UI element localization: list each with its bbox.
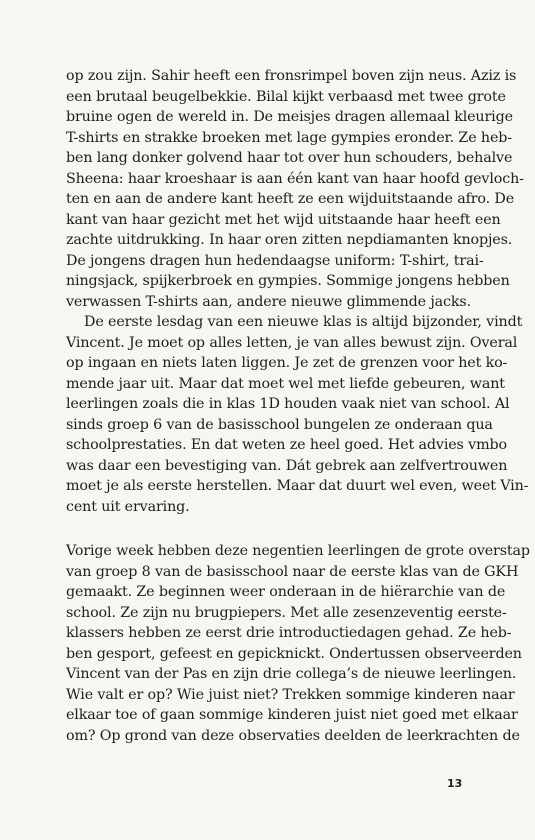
text-line: op zou zijn. Sahir heeft een fronsrimpel boven zijn neus. Aziz is [66,68,517,84]
text-line: ben gesport, gefeest en gepicknickt. Ondertussen observeerden [66,645,522,662]
text-line: sinds groep 6 van de basisschool bungelen ze onderaan qua [66,416,493,433]
text-line: Vincent van der Pas en zijn drie collega’s de nieuwe leerlingen. [66,666,517,682]
text-line: cent uit ervaring. [66,498,190,515]
text-line: school. Ze zijn nu brugpiepers. Met alle zesenzeventig eerste- [66,604,507,621]
text-line: Wie valt er op? Wie juist niet? Trekken sommige kinderen naar [66,686,515,703]
text-line: ten en aan de andere kant heeft ze een wijduitstaande afro. De [66,191,515,207]
text-line: ben lang donker golvend haar tot over hun schouders, behalve [66,150,513,166]
text-line: elkaar toe of gaan sommige kinderen juist niet goed met elkaar [66,707,518,723]
text-line: zachte uitdrukking. In haar oren zitten nepdiamanten knopjes. [66,232,513,248]
paragraph-2 [66,312,529,517]
text-line: klassers hebben ze eerst drie introductiedagen gehad. Ze heb- [66,625,512,641]
text-line: Vincent. Je moet op alles letten, je van alles bewust zijn. Overal [66,334,518,351]
text-line: bruine ogen de wereld in. De meisjes dragen allemaal kleurige [66,109,513,125]
paragraph-1 [66,66,524,312]
paragraph-3 [66,541,530,746]
body-text [66,66,530,746]
text-line: een brutaal beugelbekkie. Bilal kijkt verbaasd met twee grote [66,88,506,105]
text-line: van groep 8 van de basisschool naar de eerste klas van de GKH [66,563,519,580]
text-line: Sheena: haar kroeshaar is aan één kant van haar hoofd gevloch- [66,170,524,187]
text-line: was daar een bevestiging van. Dát gebrek aan zelfvertrouwen [66,457,508,474]
page-number: 13 [447,777,463,790]
text-line: Vorige week hebben deze negentien leerlingen de grote overstap [66,543,530,559]
text-line: om? Op grond van deze observaties deelden de leerkrachten de [66,727,520,744]
text-line: De eerste lesdag van een nieuwe klas is altijd bijzonder, vindt [84,314,523,330]
text-line: De jongens dragen hun hedendaagse uniform: T-shirt, trai- [66,252,484,269]
section-break [66,517,472,541]
text-line: leerlingen zoals die in klas 1D houden vaak niet van school. Al [66,396,510,412]
text-line: ningsjack, spijkerbroek en gympies. Sommige jongens hebben [66,273,510,289]
text-line: op ingaan en niets laten liggen. Je zet de grenzen voor het ko- [66,355,508,371]
text-line: verwassen T-shirts aan, andere nieuwe glimmende jacks. [66,293,471,310]
text-line: T-shirts en strakke broeken met lage gympies eronder. Ze heb- [66,129,512,146]
text-line: schoolprestaties. En dat weten ze heel goed. Het advies vmbo [66,437,507,453]
text-line: moet je als eerste herstellen. Maar dat duurt wel even, weet Vin- [66,478,529,494]
text-line: kant van haar gezicht met het wijd uitstaande haar heeft een [66,211,501,228]
text-line: mende jaar uit. Maar dat moet wel met liefde gebeuren, want [66,375,505,392]
text-line: gemaakt. Ze beginnen weer onderaan in de hiërarchie van de [66,584,506,600]
